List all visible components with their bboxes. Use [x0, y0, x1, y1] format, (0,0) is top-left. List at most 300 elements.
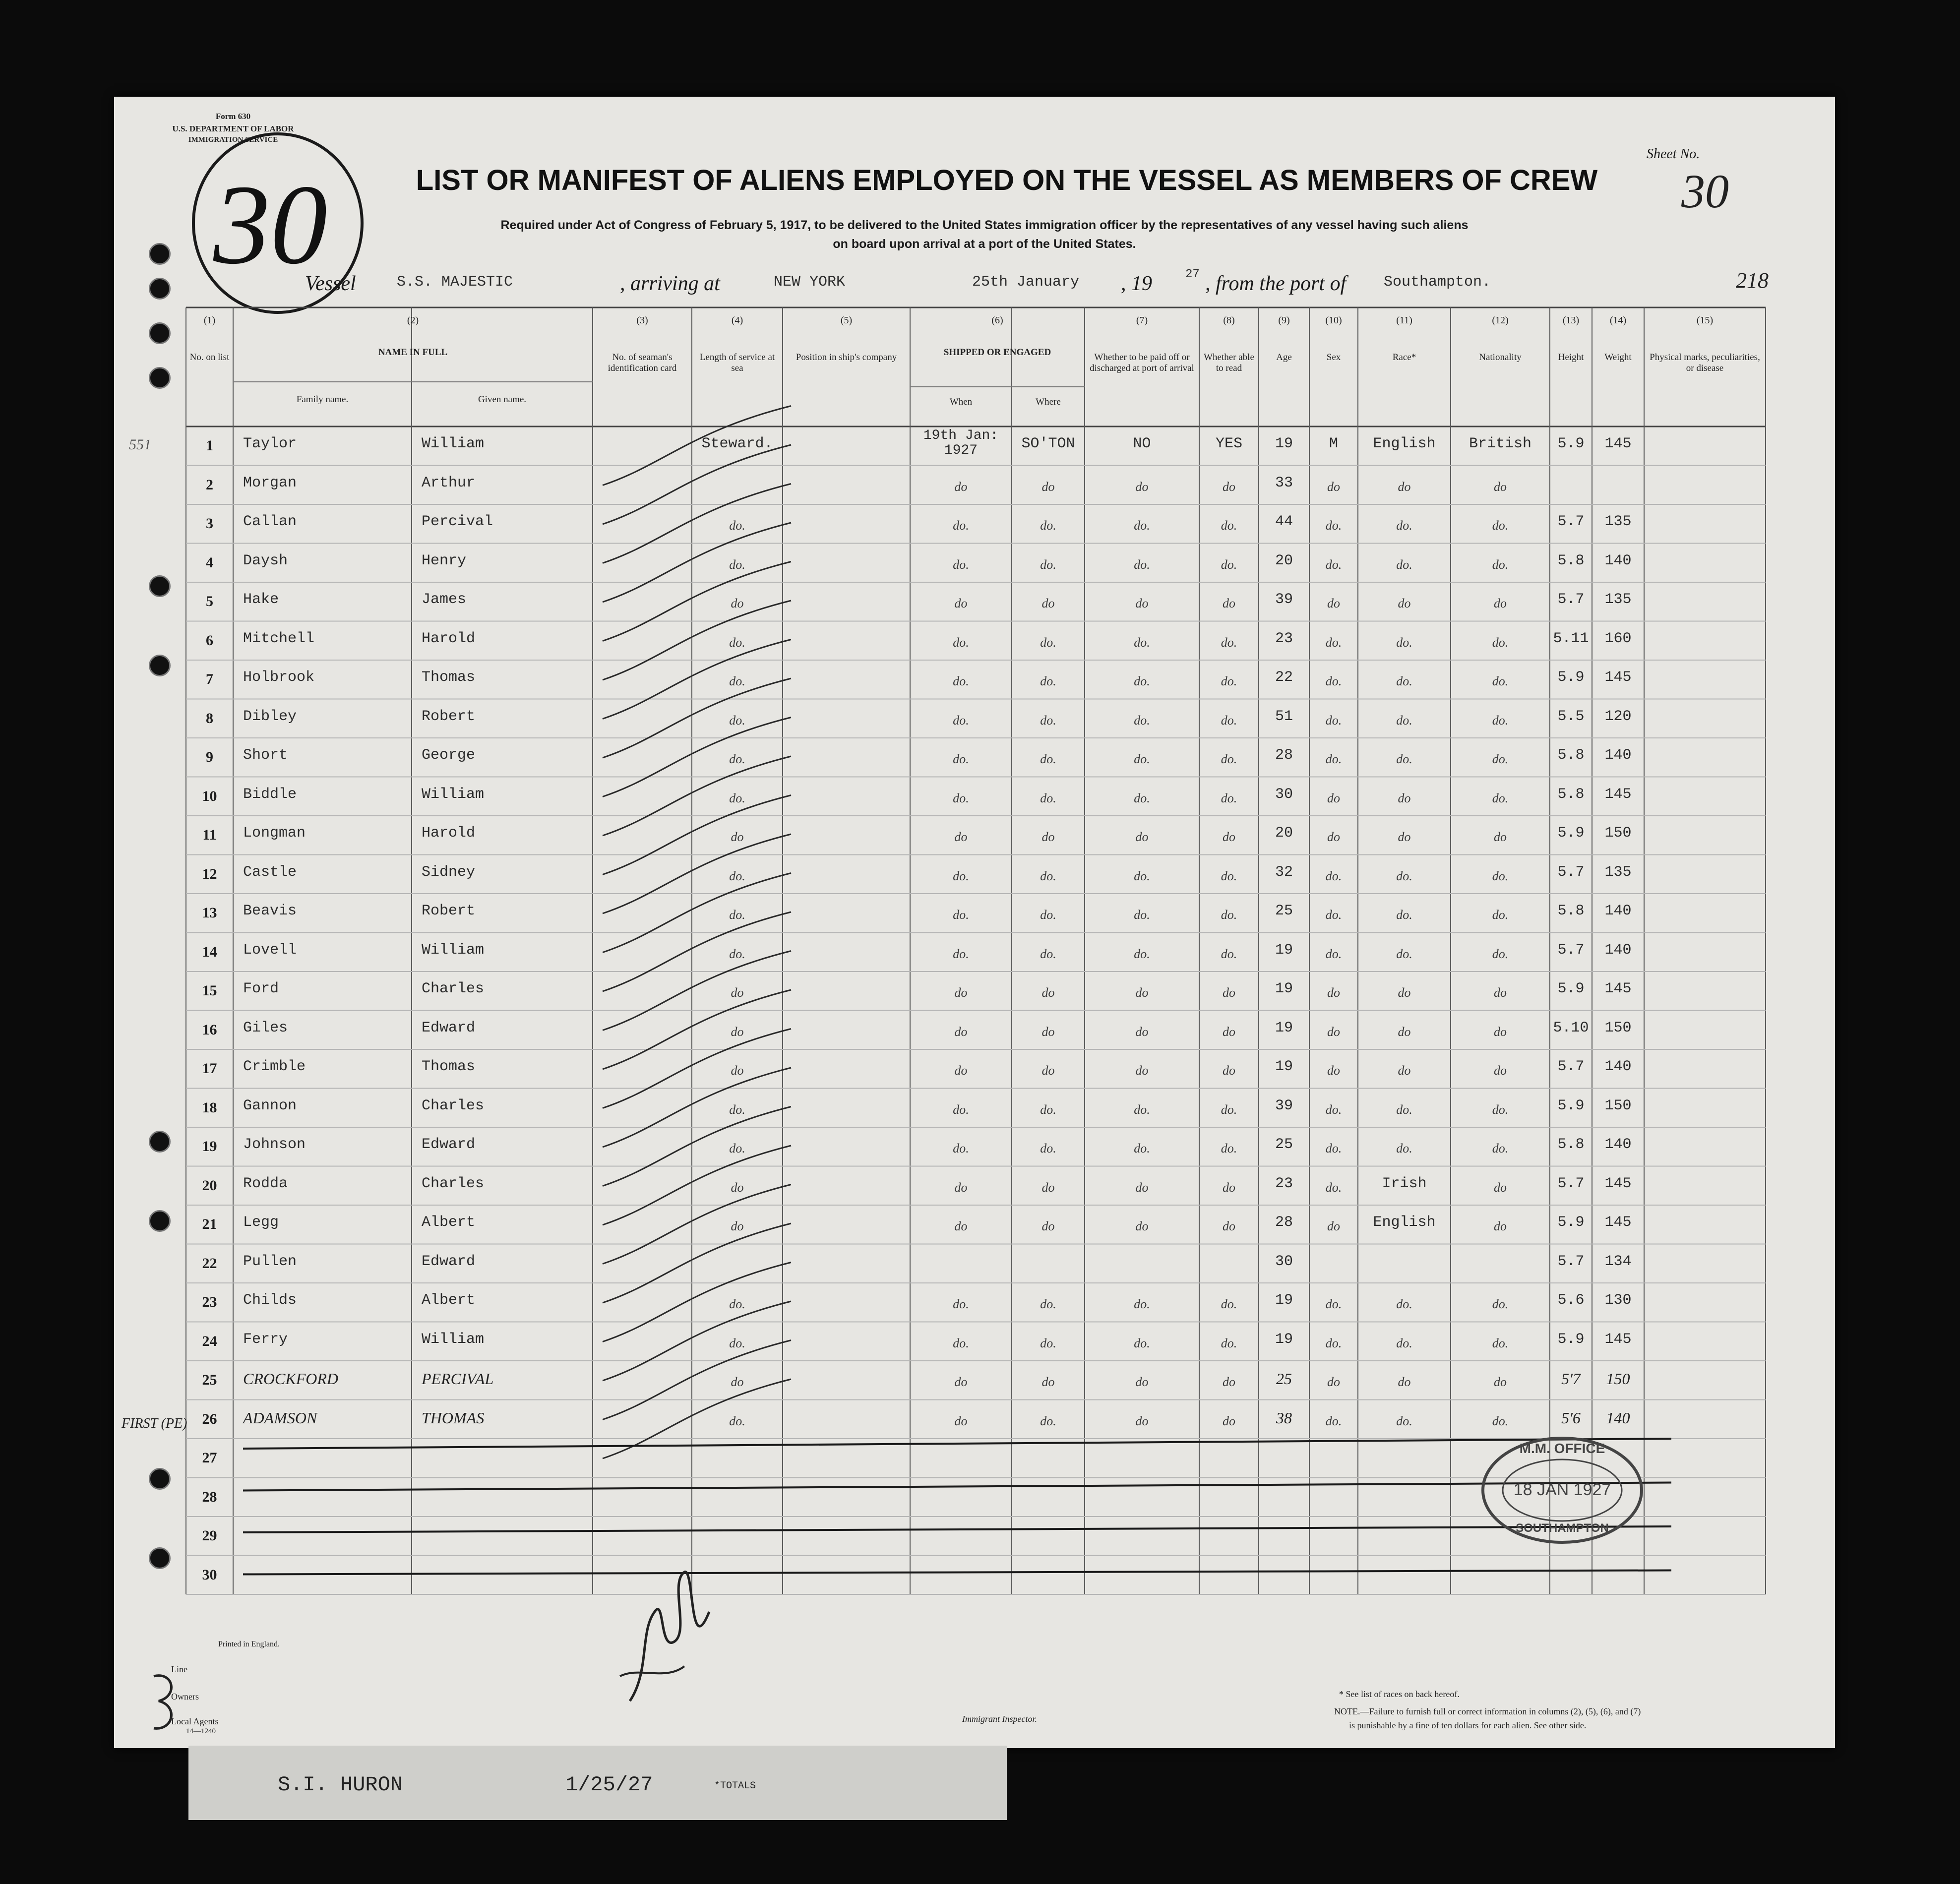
- cell-sex: do: [1327, 830, 1340, 844]
- cell-family: Johnson: [243, 1136, 306, 1153]
- row-number: 17: [202, 1060, 217, 1077]
- cell-family: Gannon: [243, 1097, 297, 1114]
- cell-sex: do: [1327, 1375, 1340, 1389]
- line-label: Line: [171, 1664, 187, 1674]
- cell-family: Pullen: [243, 1253, 297, 1270]
- cell-where: do.: [1040, 790, 1056, 805]
- cell-sex: do.: [1325, 1141, 1342, 1155]
- cell-sex: do.: [1325, 518, 1342, 533]
- cell-position: do.: [729, 908, 745, 922]
- cell-weight: 145: [1604, 1214, 1632, 1231]
- cell-given: Charles: [422, 980, 485, 997]
- column-number: (10): [1325, 315, 1342, 326]
- cell-weight: 145: [1604, 980, 1632, 997]
- cell-nationality: do.: [1492, 790, 1509, 805]
- row-number: 14: [202, 943, 217, 960]
- cell-given: James: [422, 591, 467, 608]
- cell-height: 5.9: [1557, 1097, 1585, 1114]
- cell-weight: 150: [1604, 1019, 1632, 1036]
- cell-age: 28: [1275, 1214, 1293, 1231]
- cell-height: 5.7: [1557, 1175, 1585, 1192]
- cell-paid: NO: [1133, 435, 1151, 452]
- cell-read: do: [1223, 479, 1235, 494]
- cell-weight: 140: [1604, 941, 1632, 959]
- cell-race: do.: [1396, 674, 1412, 688]
- service: IMMIGRATION SERVICE: [188, 136, 278, 144]
- cell-read: do.: [1221, 868, 1237, 883]
- column-subheader: Given name.: [478, 394, 527, 405]
- cell-paid: do.: [1134, 908, 1150, 922]
- row-number: 21: [202, 1216, 217, 1232]
- row-number: 29: [202, 1527, 217, 1544]
- column-header: No. of seaman's identification card: [608, 352, 677, 373]
- cell-given: Sidney: [422, 863, 476, 881]
- cell-nationality: do.: [1492, 713, 1509, 728]
- cell-nationality: do: [1494, 1024, 1507, 1039]
- cell-paid: do: [1135, 985, 1149, 1000]
- row-number: 26: [202, 1410, 217, 1427]
- cell-family: Morgan: [243, 474, 297, 491]
- cell-sex: M: [1329, 435, 1338, 452]
- cell-race: do.: [1396, 1336, 1412, 1350]
- cell-nationality: do.: [1492, 635, 1509, 650]
- cell-weight: 140: [1604, 1058, 1632, 1075]
- column-header: NAME IN FULL: [378, 347, 448, 358]
- cell-given: Edward: [422, 1019, 476, 1036]
- cell-position: do.: [729, 1413, 745, 1428]
- cell-nationality: do.: [1492, 1297, 1509, 1311]
- cell-nationality: do: [1494, 985, 1507, 1000]
- cell-read: do: [1223, 1063, 1235, 1078]
- cell-given: William: [422, 1331, 485, 1348]
- cell-nationality: do: [1494, 1375, 1507, 1389]
- printed-note: Printed in England.: [218, 1640, 280, 1648]
- cell-read: do.: [1221, 635, 1237, 650]
- cell-family: Legg: [243, 1214, 279, 1231]
- cell-where: do.: [1040, 713, 1056, 728]
- row-number: 6: [206, 632, 213, 649]
- cell-family: CROCKFORD: [243, 1370, 338, 1388]
- cell-where: do: [1041, 1024, 1055, 1039]
- cell-position: do.: [729, 1336, 745, 1350]
- cell-height: 5.8: [1557, 552, 1585, 569]
- dash-stroke: [603, 445, 791, 524]
- arriving-label: , arriving at: [620, 272, 720, 295]
- cell-age: 20: [1275, 552, 1293, 569]
- cell-race: do.: [1396, 1141, 1412, 1155]
- arrival-year: 27: [1185, 268, 1200, 281]
- cell-family: Daysh: [243, 552, 288, 569]
- cell-age: 32: [1275, 863, 1293, 881]
- cell-where: do: [1041, 1063, 1055, 1078]
- cell-given: Thomas: [422, 669, 476, 686]
- cell-position: do.: [729, 557, 745, 572]
- cell-position: do.: [729, 1297, 745, 1311]
- page-title: LIST OR MANIFEST OF ALIENS EMPLOYED ON THE VESSEL AS MEMBERS OF CREW: [416, 164, 1598, 196]
- cell-nationality: do.: [1492, 752, 1509, 766]
- cell-read: do: [1223, 985, 1235, 1000]
- cell-given: Percival: [422, 513, 493, 530]
- cell-given: William: [422, 786, 485, 803]
- cell-weight: 140: [1604, 747, 1632, 764]
- vessel-name: S.S. MAJESTIC: [397, 274, 513, 291]
- stamp-place: SOUTHAMPTON: [1516, 1521, 1609, 1535]
- cell-race: do.: [1396, 557, 1412, 572]
- cell-given: Harold: [422, 825, 476, 842]
- column-number: (6): [991, 315, 1003, 326]
- cell-when: do.: [953, 1102, 969, 1117]
- cell-race: do.: [1396, 752, 1412, 766]
- stamp-date: 18 JAN 1927: [1513, 1480, 1611, 1499]
- cell-race: do.: [1396, 635, 1412, 650]
- cell-read: do.: [1221, 1336, 1237, 1350]
- cell-read: do.: [1221, 1102, 1237, 1117]
- cell-when: do.: [953, 635, 969, 650]
- column-number: (1): [203, 315, 216, 326]
- department: U.S. DEPARTMENT OF LABOR: [172, 124, 294, 133]
- cell-position: do.: [729, 713, 745, 728]
- cell-paid: do: [1135, 1180, 1149, 1195]
- cell-position: do.: [729, 946, 745, 961]
- cell-nationality: do.: [1492, 1102, 1509, 1117]
- cell-weight: 140: [1604, 1136, 1632, 1153]
- cell-where: do.: [1040, 635, 1056, 650]
- column-header: Whether to be paid off or discharged at port of arrival: [1090, 352, 1194, 373]
- cell-weight: 160: [1604, 630, 1632, 647]
- races-note: * See list of races on back hereof.: [1339, 1689, 1460, 1699]
- cell-nationality: do.: [1492, 868, 1509, 883]
- cell-height: 5.7: [1557, 513, 1585, 530]
- fine-note-1: NOTE.—Failure to furnish full or correct information in columns (2), (5), (6), and (7): [1334, 1706, 1641, 1716]
- stamp-office: M.M. OFFICE: [1519, 1441, 1605, 1456]
- row-number: 10: [202, 788, 217, 804]
- cell-read: do: [1223, 1219, 1235, 1233]
- cell-race: do: [1398, 985, 1411, 1000]
- cell-sex: do: [1327, 1219, 1340, 1233]
- cell-race: do: [1398, 1063, 1411, 1078]
- column-header: Whether able to read: [1204, 352, 1254, 373]
- cell-nationality: do.: [1492, 946, 1509, 961]
- circled-number-text: 30: [213, 161, 327, 288]
- column-header: No. on list: [189, 352, 230, 363]
- cell-sex: do: [1327, 985, 1340, 1000]
- row-number: 8: [206, 710, 213, 727]
- column-number: (15): [1696, 315, 1714, 326]
- cell-when: do.: [953, 1336, 969, 1350]
- cell-position: do.: [729, 1141, 745, 1155]
- cell-given: George: [422, 747, 476, 764]
- cell-weight: 120: [1604, 708, 1632, 725]
- cell-when: do: [954, 596, 968, 610]
- cell-weight: 140: [1604, 552, 1632, 569]
- cancel-line: [243, 1483, 1671, 1491]
- row-number: 15: [202, 982, 217, 999]
- column-header: Nationality: [1479, 352, 1522, 363]
- cell-sex: do.: [1325, 1102, 1342, 1117]
- cell-position: do: [731, 1180, 744, 1195]
- cell-race: do.: [1396, 518, 1412, 533]
- cell-race: English: [1373, 1214, 1436, 1231]
- cell-family: Short: [243, 747, 288, 764]
- cell-where: do.: [1040, 518, 1056, 533]
- cell-when: do.: [953, 1297, 969, 1311]
- cell-age: 19: [1275, 941, 1293, 959]
- column-number: (13): [1562, 315, 1580, 326]
- cell-sex: do.: [1325, 713, 1342, 728]
- cell-paid: do.: [1134, 752, 1150, 766]
- cell-family: Ferry: [243, 1331, 288, 1348]
- cell-weight: 145: [1604, 435, 1632, 452]
- cell-height: 5.8: [1557, 1136, 1585, 1153]
- cell-age: 39: [1275, 591, 1293, 608]
- cell-given: William: [422, 435, 485, 452]
- row-number: 3: [206, 515, 213, 532]
- cell-age: 19: [1275, 1331, 1293, 1348]
- cell-weight: 135: [1604, 863, 1632, 881]
- subtitle-2: on board upon arrival at a port of the United States.: [833, 237, 1136, 251]
- cell-given: Henry: [422, 552, 467, 569]
- cell-weight: 145: [1604, 1331, 1632, 1348]
- cell-height: 5.11: [1553, 630, 1589, 647]
- cell-read: do: [1223, 1024, 1235, 1039]
- column-number: (4): [731, 315, 743, 326]
- cell-height: 5'6: [1561, 1408, 1581, 1427]
- cell-paid: do: [1135, 479, 1149, 494]
- column-number: (7): [1136, 315, 1148, 326]
- cell-family: Dibley: [243, 708, 297, 725]
- cell-sex: do.: [1325, 946, 1342, 961]
- cell-family: Holbrook: [243, 669, 315, 686]
- cell-height: 5.5: [1557, 708, 1585, 725]
- cell-family: Longman: [243, 825, 306, 842]
- cell-given: William: [422, 941, 485, 959]
- cell-when: do: [954, 1413, 968, 1428]
- cell-nationality: do: [1494, 1063, 1507, 1078]
- cell-family: Biddle: [243, 786, 297, 803]
- cell-race: do.: [1396, 946, 1412, 961]
- departure-port: Southampton.: [1384, 274, 1491, 291]
- cell-position: do.: [729, 674, 745, 688]
- column-number: (3): [636, 315, 648, 326]
- margin-scribble: [144, 1666, 188, 1736]
- cell-read: do.: [1221, 1141, 1237, 1155]
- cell-nationality: do.: [1492, 1336, 1509, 1350]
- cell-nationality: do: [1494, 479, 1507, 494]
- cell-sex: do.: [1325, 752, 1342, 766]
- agents-label: Local Agents: [171, 1716, 219, 1726]
- row-number: 19: [202, 1138, 217, 1155]
- cell-family: Mitchell: [243, 630, 315, 647]
- cell-read: do.: [1221, 946, 1237, 961]
- column-number: (14): [1609, 315, 1627, 326]
- row-number: 13: [202, 905, 217, 921]
- cell-given: Albert: [422, 1292, 476, 1309]
- cell-read: do.: [1221, 790, 1237, 805]
- cell-position: do.: [729, 752, 745, 766]
- cell-when: do.: [953, 674, 969, 688]
- vessel-label: Vessel: [305, 272, 356, 295]
- row-number: 2: [206, 476, 213, 493]
- cell-when: do.: [953, 868, 969, 883]
- cell-height: 5.8: [1557, 786, 1585, 803]
- cell-race: do: [1398, 596, 1411, 610]
- cell-age: 33: [1275, 474, 1293, 491]
- cell-nationality: do: [1494, 596, 1507, 610]
- dash-stroke: [603, 1223, 791, 1303]
- film-label-strip: [188, 1746, 1007, 1820]
- row-number: 18: [202, 1099, 217, 1116]
- cell-position: do: [731, 596, 744, 610]
- column-header: Position in ship's company: [796, 352, 897, 363]
- cell-position: do.: [729, 1102, 745, 1117]
- cell-age: 23: [1275, 1175, 1293, 1192]
- form-number: Form 630: [215, 112, 251, 121]
- row-number: 25: [202, 1372, 217, 1388]
- cell-when: do.: [953, 790, 969, 805]
- strip-date: 1/25/27: [565, 1773, 653, 1797]
- cell-position: do: [731, 1219, 744, 1233]
- row-number: 1: [206, 437, 213, 454]
- cell-where: do.: [1040, 946, 1056, 961]
- cell-where: do.: [1040, 908, 1056, 922]
- cell-nationality: do.: [1492, 674, 1509, 688]
- cell-height: 5'7: [1561, 1370, 1581, 1388]
- cell-age: 22: [1275, 669, 1293, 686]
- cell-when: do.: [953, 713, 969, 728]
- column-number: (2): [407, 315, 419, 326]
- cell-height: 5.9: [1557, 435, 1585, 452]
- cell-when: do: [954, 1063, 968, 1078]
- row-number: 22: [202, 1255, 217, 1272]
- cell-paid: do.: [1134, 1102, 1150, 1117]
- row-number: 30: [202, 1566, 217, 1583]
- cell-age: 44: [1275, 513, 1293, 530]
- cell-paid: do.: [1134, 674, 1150, 688]
- cancel-line: [243, 1526, 1671, 1532]
- cell-family: ADAMSON: [243, 1408, 317, 1427]
- cell-family: Rodda: [243, 1175, 288, 1192]
- cell-height: 5.7: [1557, 1253, 1585, 1270]
- cell-position: do.: [729, 518, 745, 533]
- cell-when: do: [954, 1180, 968, 1195]
- cell-race: do.: [1396, 1413, 1412, 1428]
- row-number: 5: [206, 593, 213, 609]
- cell-height: 5.9: [1557, 825, 1585, 842]
- cell-when: do: [954, 1219, 968, 1233]
- cell-given: Edward: [422, 1253, 476, 1270]
- cell-age: 19: [1275, 435, 1293, 452]
- cell-family: Callan: [243, 513, 297, 530]
- cell-read: do: [1223, 1375, 1235, 1389]
- cell-where: do.: [1040, 1336, 1056, 1350]
- cell-given: THOMAS: [422, 1408, 485, 1427]
- cell-sex: do: [1327, 1024, 1340, 1039]
- cell-sex: do: [1327, 1063, 1340, 1078]
- cell-position: do: [731, 1024, 744, 1039]
- column-subheader: When: [949, 397, 973, 407]
- column-header: Height: [1558, 352, 1584, 363]
- cell-weight: 140: [1606, 1408, 1630, 1427]
- row-number: 9: [206, 749, 213, 765]
- fine-note-2: is punishable by a fine of ten dollars for each alien. See other side.: [1349, 1720, 1587, 1730]
- cell-where: do.: [1040, 752, 1056, 766]
- cell-age: 23: [1275, 630, 1293, 647]
- cell-race: do.: [1396, 868, 1412, 883]
- cell-position: do: [731, 1375, 744, 1389]
- cell-paid: do: [1135, 1375, 1149, 1389]
- arrival-port: NEW YORK: [774, 274, 846, 291]
- cell-where: do: [1041, 596, 1055, 610]
- cell-where: do.: [1040, 1297, 1056, 1311]
- cell-weight: 140: [1604, 903, 1632, 919]
- column-subheader: Family name.: [296, 394, 349, 405]
- cell-where: do: [1041, 985, 1055, 1000]
- cell-age: 30: [1275, 1253, 1293, 1270]
- cell-height: 5.10: [1553, 1019, 1589, 1036]
- cell-weight: 134: [1604, 1253, 1632, 1270]
- cell-where: do: [1041, 1375, 1055, 1389]
- cell-age: 25: [1275, 1136, 1293, 1153]
- cell-given: Robert: [422, 903, 476, 919]
- cell-weight: 145: [1604, 669, 1632, 686]
- sheet-number: 30: [1681, 165, 1729, 218]
- strip-code: S.I. HURON: [278, 1773, 403, 1797]
- cell-height: 5.9: [1557, 1331, 1585, 1348]
- margin-note: 551: [129, 436, 151, 453]
- column-number: (9): [1278, 315, 1290, 326]
- column-header: Length of service at sea: [699, 352, 775, 373]
- cell-age: 39: [1275, 1097, 1293, 1114]
- cell-where: do.: [1040, 1102, 1056, 1117]
- cell-given: Arthur: [422, 474, 476, 491]
- cell-paid: do: [1135, 830, 1149, 844]
- cell-where: do.: [1040, 868, 1056, 883]
- column-subheader: Where: [1036, 397, 1061, 407]
- cell-sex: do.: [1325, 674, 1342, 688]
- cell-age: 51: [1275, 708, 1293, 725]
- cell-race: do.: [1396, 1297, 1412, 1311]
- cell-nationality: do.: [1492, 557, 1509, 572]
- column-number: (5): [840, 315, 853, 326]
- cell-family: Beavis: [243, 903, 297, 919]
- cell-family: Lovell: [243, 941, 297, 959]
- cell-position: do.: [729, 868, 745, 883]
- cell-age: 19: [1275, 1292, 1293, 1309]
- cell-where: do.: [1040, 557, 1056, 572]
- cell-height: 5.7: [1557, 863, 1585, 881]
- cell-sex: do.: [1325, 908, 1342, 922]
- cell-when: do.: [953, 1141, 969, 1155]
- page-number: 218: [1736, 268, 1769, 293]
- cell-age: 19: [1275, 980, 1293, 997]
- cell-read: do.: [1221, 518, 1237, 533]
- cell-nationality: do: [1494, 1180, 1507, 1195]
- cell-paid: do: [1135, 1063, 1149, 1078]
- cell-weight: 145: [1604, 786, 1632, 803]
- cell-paid: do.: [1134, 518, 1150, 533]
- column-header: Sex: [1326, 352, 1341, 363]
- cell-when: do.: [953, 518, 969, 533]
- cell-height: 5.8: [1557, 903, 1585, 919]
- from-label: , from the port of: [1205, 272, 1347, 295]
- row-number: 28: [202, 1488, 217, 1505]
- inspector-label: Immigrant Inspector.: [962, 1714, 1037, 1724]
- inspector-signature: [610, 1552, 724, 1716]
- cell-family: Crimble: [243, 1058, 306, 1075]
- cancel-line: [243, 1439, 1671, 1449]
- cell-age: 38: [1276, 1408, 1292, 1427]
- cell-when: do: [954, 1375, 968, 1389]
